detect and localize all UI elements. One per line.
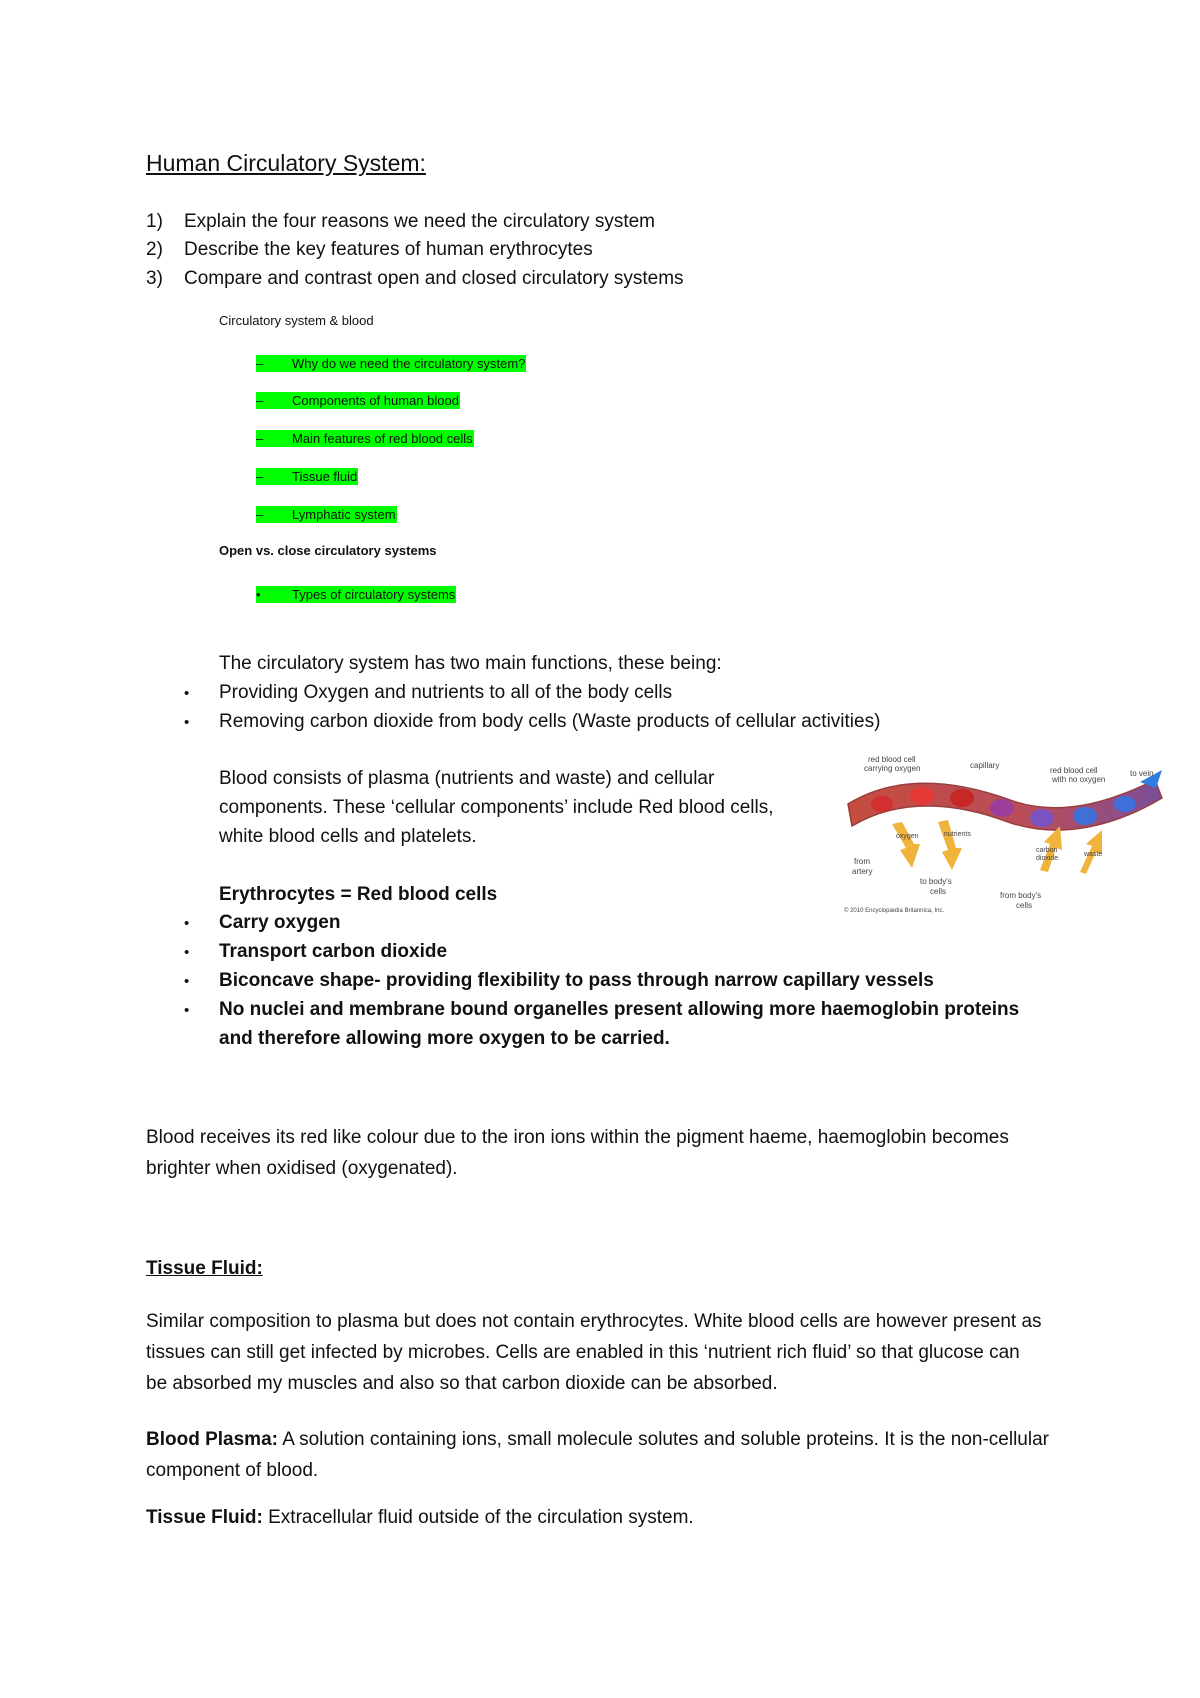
nutrients-arrow-icon (938, 820, 962, 870)
bullet-icon: • (184, 915, 190, 932)
blood-paragraph-line: components. These ‘cellular components’ include Red blood cells, (219, 797, 774, 818)
definition-blood-plasma: Blood Plasma: A solution containing ions, small molecule solutes and soluble proteins. It is the non-cellular component of blood. (146, 1429, 1049, 1481)
label-carbon-dioxide: carbon (1036, 847, 1058, 854)
red-blood-cell-icon (990, 799, 1014, 817)
toc-link-types-systems[interactable]: • Types of circulatory systems (256, 587, 456, 602)
objective-1: 1) Explain the four reasons we need the circulatory system (146, 211, 656, 232)
figure-copyright: © 2010 Encyclopædia Britannica, Inc. (844, 908, 945, 914)
label-rbc-no-oxygen: red blood cell (1050, 766, 1098, 775)
label-from-artery: artery (852, 867, 873, 876)
red-blood-cell-icon (910, 787, 934, 805)
label-from-artery: from (854, 857, 870, 866)
bullet-icon: • (184, 944, 190, 961)
toc-link-tissue-fluid[interactable]: – Tissue fluid (256, 469, 358, 484)
erythrocytes-heading: Erythrocytes = Red blood cells (219, 884, 498, 905)
blood-paragraph-line: white blood cells and platelets. (219, 826, 477, 847)
label-from-body-cells: cells (1016, 901, 1033, 910)
erythrocyte-feature: Biconcave shape- providing flexibility to pass through narrow capillary vessels (219, 970, 934, 991)
tissue-fluid-heading: Tissue Fluid: (146, 1258, 263, 1279)
label-nutrients: nutrients (944, 831, 971, 838)
label-carbon-dioxide: dioxide (1036, 855, 1059, 862)
functions-intro: The circulatory system has two main functions, these being: (219, 653, 722, 674)
label-to-body-cells: to body's (920, 877, 952, 886)
function-item: Removing carbon dioxide from body cells (Waste products of cellular activities) (219, 711, 881, 732)
label-rbc-no-oxygen: with no oxygen (1052, 775, 1106, 784)
colour-paragraph: Blood receives its red like colour due to the iron ions within the pigment haeme, haemoglobin becomes brighter when oxidised (oxygenated). (146, 1127, 1009, 1179)
bullet-icon: • (184, 685, 190, 702)
objective-2: 2) Describe the key features of human erythrocytes (146, 239, 593, 260)
toc-link-blood-components[interactable]: – Components of human blood (256, 393, 459, 408)
red-blood-cell-icon (1114, 796, 1136, 812)
label-from-body-cells: from body's (1000, 891, 1042, 900)
label-oxygen: oxygen (896, 833, 919, 840)
bullet-icon: • (184, 714, 190, 731)
label-rbc-oxygen: red blood cell (868, 755, 916, 764)
toc-section-heading: Circulatory system & blood (219, 313, 374, 328)
label-to-vein: to vein (1130, 769, 1154, 778)
red-blood-cell-icon (950, 789, 974, 807)
label-rbc-oxygen: carrying oxygen (864, 764, 921, 773)
objective-3: 3) Compare and contrast open and closed circulatory systems (146, 268, 684, 289)
toc-link-why-circulatory[interactable]: – Why do we need the circulatory system? (256, 356, 526, 371)
label-to-body-cells: cells (930, 887, 947, 896)
toc-link-rbc-features[interactable]: – Main features of red blood cells (256, 431, 473, 446)
page-title: Human Circulatory System: (146, 150, 426, 176)
label-capillary: capillary (970, 761, 1000, 770)
red-blood-cell-icon (871, 796, 893, 812)
bullet-icon: • (184, 973, 190, 990)
toc-link-lymphatic[interactable]: – Lymphatic system (256, 507, 396, 522)
erythrocyte-feature-continuation: and therefore allowing more oxygen to be carried. (219, 1028, 670, 1049)
blood-paragraph-line: Blood consists of plasma (nutrients and waste) and cellular (219, 768, 715, 789)
erythrocyte-feature: Transport carbon dioxide (219, 941, 448, 962)
toc-section-heading-2: Open vs. close circulatory systems (219, 543, 437, 558)
label-waste: waste (1084, 851, 1103, 858)
red-blood-cell-icon (1030, 809, 1054, 827)
capillary-diagram (840, 752, 1170, 924)
bullet-icon: • (184, 1002, 190, 1019)
definition-tissue-fluid: Tissue Fluid: Extracellular fluid outside of the circulation system. (146, 1507, 694, 1528)
red-blood-cell-icon (1073, 807, 1097, 825)
erythrocyte-feature: Carry oxygen (219, 912, 341, 933)
oxygen-arrow-icon (892, 822, 920, 868)
function-item: Providing Oxygen and nutrients to all of the body cells (219, 682, 673, 703)
tissue-fluid-paragraph: Similar composition to plasma but does not contain erythrocytes. White blood cells are however present as tissues can still get infected by microbes. Cells are enabled in this ‘nutrient rich fluid’ so that glucose can be absorbed my muscles and also so that carbon dioxide can be absorbed. (146, 1311, 1042, 1394)
erythrocyte-feature: No nuclei and membrane bound organelles present allowing more haemoglobin proteins (219, 999, 1020, 1020)
